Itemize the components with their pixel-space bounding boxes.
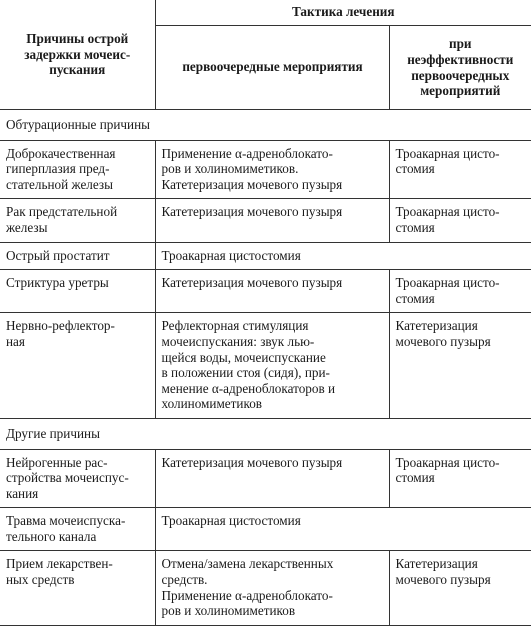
fallback-cell: Катетеризация мочевого пузыря	[389, 551, 531, 625]
first-line-cell: Троакарная цистостомия	[155, 508, 531, 551]
header-if-ineffective: при неэффективности первоочередных мероприятий	[389, 26, 531, 110]
section-title: Обтурационные причины	[0, 110, 531, 141]
cause-cell: Стриктура уретры	[0, 270, 155, 313]
header-causes: Причины острой задержки мочеис- пускания	[0, 0, 155, 110]
cause-cell: Рак предстательной железы	[0, 199, 155, 242]
first-line-cell: Катетеризация мочевого пузыря	[155, 449, 389, 508]
cause-cell: Нейрогенные рас- стройства мочеиспус- кания	[0, 449, 155, 508]
cause-cell: Травма мочеиспуска- тельного канала	[0, 508, 155, 551]
table-row	[0, 449, 531, 508]
section-title: Другие причины	[0, 418, 531, 449]
fallback-cell: Троакарная цисто- стомия	[389, 270, 531, 313]
header-first-line: первоочередные мероприятия	[155, 26, 389, 110]
first-line-cell: Рефлекторная стимуляция мочеиспускания: звук лью- щейся воды, мочеиспускание в положении стоя (сидя), при- менение α-адреноблокаторов и холиномиметиков	[155, 313, 389, 419]
table-row	[0, 140, 531, 199]
first-line-cell: Катетеризация мочевого пузыря	[155, 270, 389, 313]
table-row	[0, 551, 531, 625]
first-line-cell: Отмена/замена лекарственных средств. Применение α-адреноблокато- ров и холиномиметиков	[155, 551, 389, 625]
fallback-cell: Троакарная цисто- стомия	[389, 199, 531, 242]
first-line-cell: Катетеризация мочевого пузыря	[155, 199, 389, 242]
fallback-cell: Троакарная цисто- стомия	[389, 140, 531, 199]
cause-cell: Прием лекарствен- ных средств	[0, 551, 155, 625]
first-line-cell: Троакарная цистостомия	[155, 242, 531, 270]
table-row	[0, 270, 531, 313]
header-tactics: Тактика лечения	[155, 0, 531, 26]
cause-cell: Острый простатит	[0, 242, 155, 270]
fallback-cell: Катетеризация мочевого пузыря	[389, 313, 531, 419]
table-row	[0, 199, 531, 242]
table-row	[0, 242, 531, 270]
first-line-cell: Применение α-адреноблокато- ров и холиномиметиков. Катетеризация мочевого пузыря	[155, 140, 389, 199]
cause-cell: Доброкачественная гиперплазия пред- стательной железы	[0, 140, 155, 199]
table-row	[0, 313, 531, 419]
fallback-cell: Троакарная цисто- стомия	[389, 449, 531, 508]
cause-cell: Нервно-рефлектор- ная	[0, 313, 155, 419]
table-row	[0, 508, 531, 551]
